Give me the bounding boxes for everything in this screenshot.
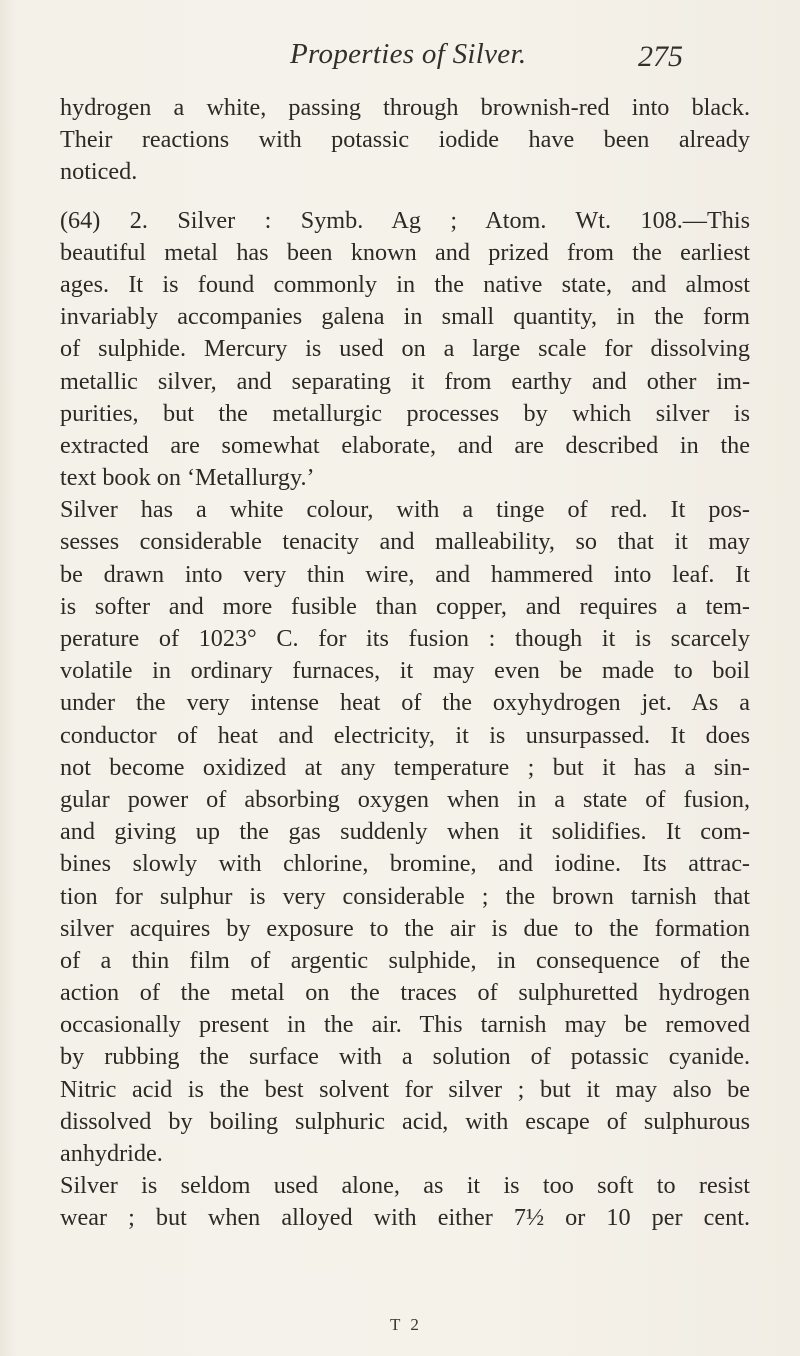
text-line: purities, but the metallurgic processes by which silver is <box>60 399 750 427</box>
text-line: action of the metal on the traces of sulphuretted hydrogen <box>60 979 750 1007</box>
running-title: Properties of Silver. <box>290 38 527 70</box>
text-line: dissolved by boiling sulphuric acid, with escape of sulphurous <box>60 1107 750 1135</box>
text-line: under the very intense heat of the oxyhydrogen jet. As a <box>60 689 750 717</box>
text-line: is softer and more fusible than copper, and requires a tem- <box>60 592 750 620</box>
text-line: silver acquires by exposure to the air is due to the formation <box>60 914 750 942</box>
text-line: occasionally present in the air. This tarnish may be removed <box>60 1011 750 1039</box>
text-line: Silver has a white colour, with a tinge of red. It pos- <box>60 496 750 524</box>
page-header <box>0 38 800 78</box>
text-line: of sulphide. Mercury is used on a large scale for dissolving <box>60 335 750 363</box>
text-line: noticed. <box>60 158 138 186</box>
text-line: sesses considerable tenacity and malleability, so that it may <box>60 528 750 556</box>
text-line: hydrogen a white, passing through brownish-red into black. <box>60 94 750 121</box>
text-line: gular power of absorbing oxygen when in a state of fusion, <box>60 785 750 813</box>
text-line: of a thin film of argentic sulphide, in consequence of the <box>60 946 750 974</box>
text-line: Nitric acid is the best solvent for silver ; but it may also be <box>60 1075 750 1103</box>
section-heading-line: (64) 2. Silver : Symb. Ag ; Atom. Wt. 108.—This <box>60 206 750 234</box>
text-line: not become oxidized at any temperature ; but it has a sin- <box>60 753 750 781</box>
text-line: Their reactions with potassic iodide have been already <box>60 126 750 154</box>
text-line: perature of 1023° C. for its fusion : though it is scarcely <box>60 625 750 652</box>
text-line: ages. It is found commonly in the native state, and almost <box>60 270 750 298</box>
body-text <box>60 92 750 1235</box>
text-line: invariably accompanies galena in small quantity, in the form <box>60 303 750 331</box>
text-line: extracted are somewhat elaborate, and are described in the <box>60 431 750 459</box>
text-line: conductor of heat and electricity, it is unsurpassed. It does <box>60 721 750 749</box>
text-line: wear ; but when alloyed with either 7½ or 10 per cent. <box>60 1204 750 1232</box>
text-line: by rubbing the surface with a solution of potassic cyanide. <box>60 1043 750 1071</box>
text-line: beautiful metal has been known and prized from the earliest <box>60 238 750 266</box>
text-line: be drawn into very thin wire, and hammered into leaf. It <box>60 560 750 588</box>
printer-signature: T 2 <box>390 1315 422 1334</box>
text-line: and giving up the gas suddenly when it solidifies. It com- <box>60 818 750 846</box>
paragraph-gap <box>60 189 750 205</box>
text-line: metallic silver, and separating it from earthy and other im- <box>60 367 750 395</box>
text-line: tion for sulphur is very considerable ; the brown tarnish that <box>60 882 750 910</box>
text-line: text book on ‘Metallurgy.’ <box>60 464 315 492</box>
text-line: anhydride. <box>60 1140 163 1167</box>
text-line: Silver is seldom used alone, as it is too soft to resist <box>60 1172 750 1200</box>
text-line: bines slowly with chlorine, bromine, and iodine. Its attrac- <box>60 850 750 878</box>
page-number: 275 <box>638 40 683 73</box>
text-line: volatile in ordinary furnaces, it may even be made to boil <box>60 657 750 685</box>
